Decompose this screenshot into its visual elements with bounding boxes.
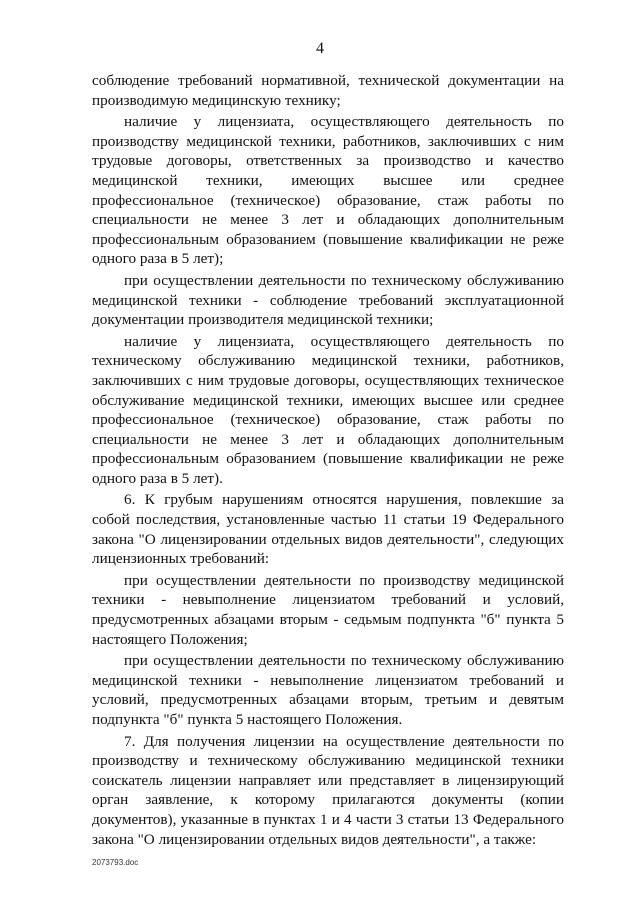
file-name-footer: 2073793.doc — [92, 858, 139, 867]
page-number: 4 — [316, 40, 324, 57]
paragraph: 6. К грубым нарушениям относятся нарушения, повлекшие за собой последствия, установленные частью 11 статьи 19 Федерального закона "О лицензировании отдельных видов деятельности", следующих лицензионных требований: — [92, 491, 564, 568]
paragraph: при осуществлении деятельности по техническому обслуживанию медицинской техники - невыполнение лицензиатом требований и условий, предусмотренных абзацами вторым, третьим и девятым подпункта "б" пункта 5 настоящего Положения. — [92, 652, 564, 728]
paragraph: соблюдение требований нормативной, технической документации на производимую медицинскую технику; — [92, 72, 564, 109]
paragraph: наличие у лицензиата, осуществляющего деятельность по техническому обслуживанию медицинской техники, работников, заключивших с ним трудовые договоры, осуществляющих техническое обслуживание медицинской техники, имеющих высшее или среднее профессиональное (техническое) образование, стаж работы по специальности не менее 3 лет и обладающих дополнительным профессиональным образованием (повышение квалификации не реже одного раза в 5 лет). — [92, 332, 564, 487]
paragraph: наличие у лицензиата, осуществляющего деятельность по производству медицинской техники, работников, заключивших с ним трудовые договоры, ответственных за производство и качество медицинской техники, имеющих высшее или среднее профессиональное (техническое) образование, стаж работы по специальности не менее 3 лет и обладающих дополнительным профессиональным образованием (повышение квалификации не реже одного раза в 5 лет); — [92, 113, 564, 268]
paragraph: 7. Для получения лицензии на осуществление деятельности по производству и техническому обслуживанию медицинской техники соискатель лицензии направляет или представляет в лицензирующий орган заявление, к которому прилагаются документы (копии документов), указанные в пунктах 1 и 4 части 3 статьи 13 Федерального закона "О лицензировании отдельных видов деятельности", а также: — [92, 732, 564, 848]
paragraph: при осуществлении деятельности по производству медицинской техники - невыполнение лицензиатом требований и условий, предусмотренных абзацами вторым - седьмым подпункта "б" пункта 5 настоящего Положения; — [92, 571, 564, 648]
document-body — [92, 71, 564, 851]
paragraph: при осуществлении деятельности по техническому обслуживанию медицинской техники - соблюдение требований эксплуатационной документации производителя медицинской техники; — [92, 271, 564, 329]
